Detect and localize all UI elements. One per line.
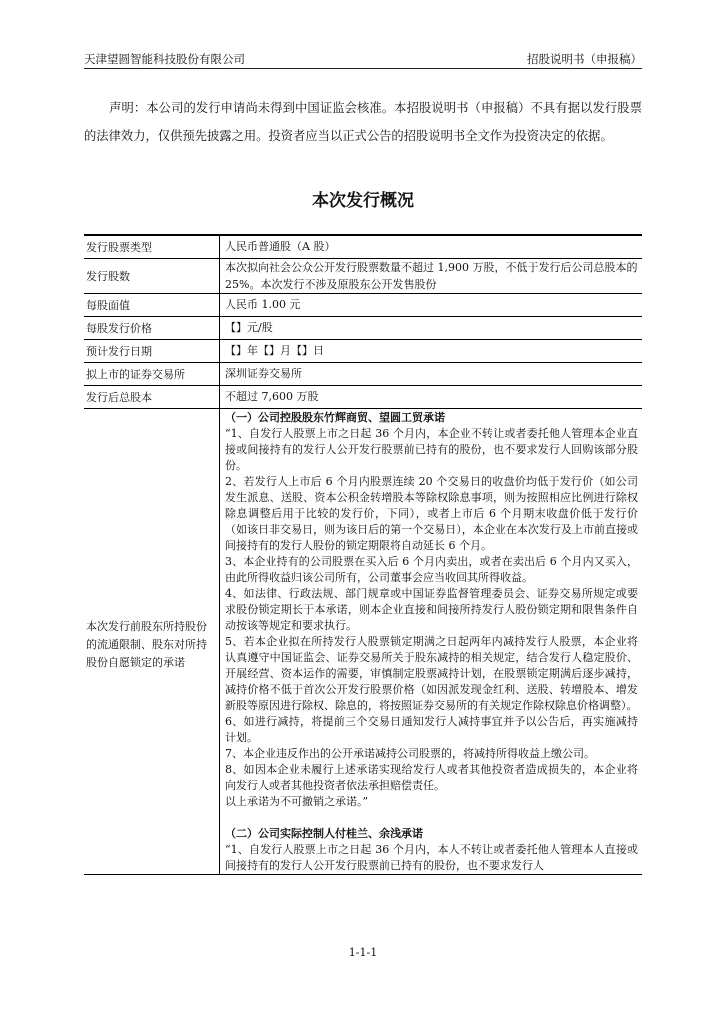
row-value: 人民币普通股（A 股） — [220, 235, 643, 259]
row-label: 发行股票类型 — [84, 235, 220, 259]
row-label: 每股发行价格 — [84, 317, 220, 340]
table-row — [84, 259, 642, 294]
section-heading: （二）公司实际控制人付桂兰、余浅承诺 — [225, 827, 423, 840]
row-value: 深圳证券交易所 — [220, 363, 643, 386]
row-label: 预计发行日期 — [84, 340, 220, 363]
row-label: 每股面值 — [84, 294, 220, 317]
header-company-name: 天津望圆智能科技股份有限公司 — [84, 52, 245, 66]
lockup-commitments — [220, 409, 643, 875]
commitment-paragraph: 6、如进行减持，将提前三个交易日通知发行人减持事宜并予以公告后，再实施减持计划。 — [225, 715, 638, 744]
row-value: 不超过 7,600 万股 — [220, 386, 643, 409]
row-value: 【】年【】月【】日 — [220, 340, 643, 363]
section-spacer — [225, 810, 638, 826]
row-label: 拟上市的证券交易所 — [84, 363, 220, 386]
commitment-paragraph: 2、若发行人上市后 6 个月内股票连续 20 个交易日的收盘价均低于发行价（如公司发生派息、送股、资本公积金转增股本等除权除息事项，则为按照相应比例进行除权除息调整后用于比较的发行价，下同），或者上市后 6 个月期末收盘价低于发行价（如该日非交易日，则为该日后的第一个交易日），本企业在本次发行及上市前直接或间接持有的发行人股份的锁定期限将自动延长 6 个月。 — [225, 475, 638, 552]
row-label: 发行股数 — [84, 259, 220, 294]
table-row — [84, 340, 642, 363]
commitment-paragraph: “1、自发行人股票上市之日起 36 个月内，本企业不转让或者委托他人管理本企业直接或间接持有的发行人公开发行股票前已持有的股份，也不要求发行人回购该部分股份。 — [225, 427, 638, 472]
lockup-label: 本次发行前股东所持股份的流通限制、股东对所持股份自愿锁定的承诺 — [84, 409, 220, 875]
section-heading: （一）公司控股股东竹辉商贸、望圆工贸承诺 — [225, 411, 445, 424]
row-label: 发行后总股本 — [84, 386, 220, 409]
commitment-paragraph: 5、若本企业拟在所持发行人股票锁定期满之日起两年内减持发行人股票，本企业将认真遵守中国证监会、证券交易所关于股东减持的相关规定，结合发行人稳定股价、开展经营、资本运作的需要，审慎制定股票减持计划，在股票锁定期满后逐步减持，减持价格不低于首次公开发行股票价格（如因派发现金红利、送股、转增股本、增发新股等原因进行除权、除息的，将按照证券交易所的有关规定作除权除息价格调整）。 — [225, 635, 638, 712]
table-row — [84, 235, 642, 259]
header-document-title: 招股说明书（申报稿） — [527, 52, 642, 66]
commitment-paragraph: 4、如法律、行政法规、部门规章或中国证券监督管理委员会、证券交易所规定或要求股份锁定期长于本承诺，则本企业直接和间接所持发行人股份锁定期和限售条件自动按该等规定和要求执行。 — [225, 587, 638, 632]
page-number: 1-1-1 — [348, 946, 378, 959]
table-row — [84, 317, 642, 340]
commitment-paragraph: 3、本企业持有的公司股票在买入后 6 个月内卖出，或者在卖出后 6 个月内又买入，由此所得收益归该公司所有，公司董事会应当收回其所得收益。 — [225, 555, 638, 584]
commitment-paragraph: 7、本企业违反作出的公开承诺减持公司股票的，将减持所得收益上缴公司。 — [225, 747, 595, 760]
commitment-paragraph: “1、自发行人股票上市之日起 36 个月内，本人不转让或者委托他人管理本人直接或间接持有的发行人公开发行股票前已持有的股份，也不要求发行人 — [225, 843, 638, 872]
header-rule — [84, 68, 642, 69]
table-row — [84, 409, 642, 875]
issuance-overview-table — [84, 234, 642, 875]
page-title: 本次发行概况 — [312, 191, 414, 211]
table-row — [84, 386, 642, 409]
commitment-paragraph: 8、如因本企业未履行上述承诺实现给发行人或者其他投资者造成损失的，本企业将向发行人或者其他投资者依法承担赔偿责任。 — [225, 763, 638, 792]
disclaimer-statement: 声明：本公司的发行申请尚未得到中国证监会核准。本招股说明书（申报稿）不具有据以发行股票的法律效力，仅供预先披露之用。投资者应当以正式公告的招股说明书全文作为投资决定的依据。 — [84, 101, 642, 143]
row-value: 本次拟向社会公众公开发行股票数量不超过 1,900 万股，不低于发行后公司总股本的 25%。本次发行不涉及原股东公开发售股份 — [220, 259, 643, 294]
table-row — [84, 294, 642, 317]
row-value: 【】元/股 — [220, 317, 643, 340]
page-header — [84, 50, 642, 68]
row-value: 人民币 1.00 元 — [220, 294, 643, 317]
table-row — [84, 363, 642, 386]
commitment-paragraph: 以上承诺为不可撤销之承诺。” — [225, 795, 369, 808]
